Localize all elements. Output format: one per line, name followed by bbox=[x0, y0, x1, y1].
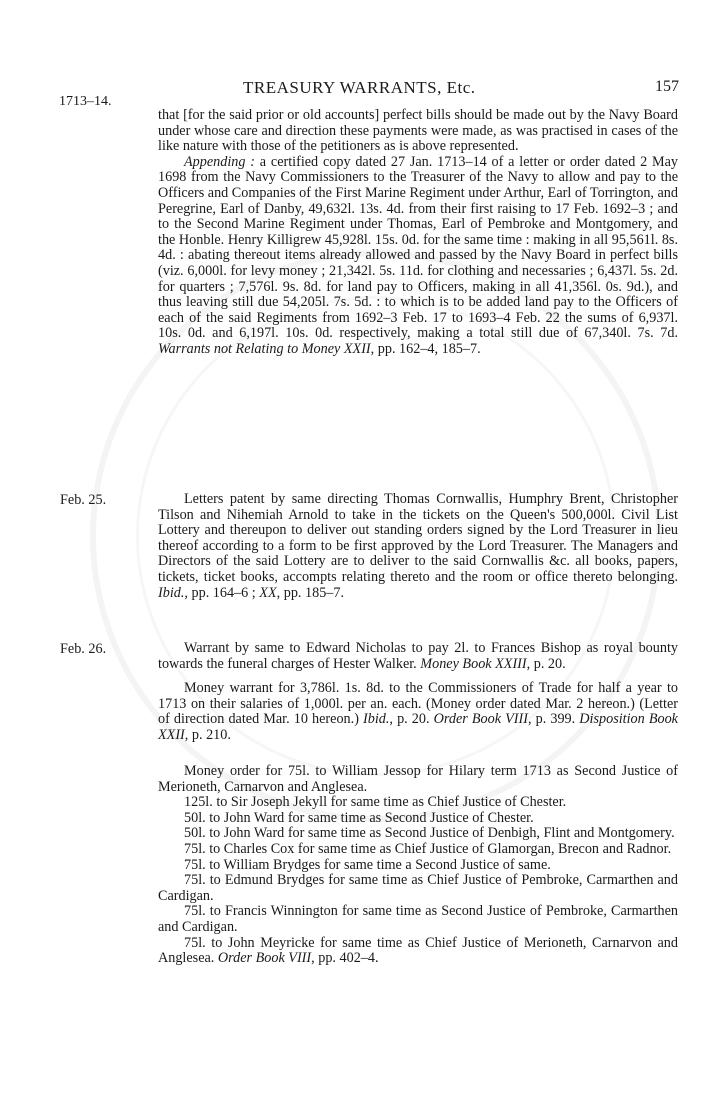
letters-patent-text: Letters patent by same directing Thomas Cornwallis, Humphry Brent, Christopher Tilson and Nihemiah Arnold to take in the tickets on the Queen's 500,000l. Civil List Lottery and thereupon to deliver out standing orders signed by the Lord Treasurer in lieu thereof according to a form to be first approved by the Lord Treasurer. The Managers and Directors of the said Lottery are to deliver to the said Cornwallis &c. all books, papers, tickets, ticket books, accompts relating thereto and the room or office thereto belonging. bbox=[158, 491, 678, 585]
money-order-item: 125l. to Sir Joseph Jekyll for same time as Chief Justice of Chester. bbox=[184, 794, 567, 811]
money-order-item: 75l. to Edmund Brydges for same time as Chief Justice of Pembroke, Carmarthen and Cardigan. bbox=[158, 872, 678, 904]
money-warrant-text: Money warrant for 3,786l. 1s. 8d. to the Commissioners of Trade for half a year to 1713 on their salaries of 1,000l. per an. each. (Money order dated Mar. 2 hereon.) (Letter of direction dated Mar. 10 hereon.) bbox=[158, 680, 678, 728]
page-number: 157 bbox=[655, 78, 679, 95]
money-warrant-ref-order-book-tail: , p. 399. bbox=[527, 711, 580, 728]
money-warrant-ref-order-book: Order Book VIII bbox=[433, 711, 528, 728]
money-order-last-reference-tail: , pp. 402–4. bbox=[311, 950, 379, 967]
entry-feb-25 bbox=[158, 492, 678, 601]
continued-paragraph: that [for the said prior or old accounts] perfect bills should be made out by the Navy Board under whose care and direction these payments were made, as was practised in cases of the like nature with those of the petitioners as is above represented. bbox=[158, 107, 678, 155]
money-order-item-last bbox=[158, 936, 678, 967]
date-feb-26: Feb. 26. bbox=[60, 641, 107, 657]
warrant-reference-tail: , p. 20. bbox=[526, 655, 566, 672]
warrant-text: Warrant by same to Edward Nicholas to pay 2l. to Frances Bishop as royal bounty towards the funeral charges of Hester Walker. bbox=[158, 640, 678, 672]
intro-block bbox=[158, 108, 678, 358]
money-order-item: 50l. to John Ward for same time as Second Justice of Chester. bbox=[184, 809, 534, 826]
reference-pages-tail: , pp. 185–7. bbox=[276, 584, 345, 601]
reference-ibid: Ibid. bbox=[158, 584, 185, 601]
reference-pages: , pp. 164–6 ; bbox=[184, 584, 260, 601]
reference-book: XX bbox=[259, 584, 277, 601]
money-warrant-ref-disposition-book-tail: , p. 210. bbox=[184, 726, 231, 743]
money-order-last-reference: Order Book VIII bbox=[217, 950, 312, 967]
letters-patent-paragraph bbox=[158, 492, 678, 601]
money-orders-block bbox=[158, 764, 678, 967]
money-order-item: 75l. to Francis Winnington for same time as Second Justice of Pembroke, Carmarthen and Cardigan. bbox=[158, 903, 678, 935]
appending-label: Appending : bbox=[184, 153, 255, 170]
money-warrant-paragraph bbox=[158, 681, 678, 743]
money-warrant-block bbox=[158, 681, 678, 743]
money-order-last-text: 75l. to John Meyricke for same time as Chief Justice of Merioneth, Carnarvon and Anglesea. bbox=[158, 934, 678, 967]
appending-text: a certified copy dated 27 Jan. 1713–14 of a letter or order dated 2 May 1698 from the Navy Commissioners to the Treasurer of the Navy to allow and pay to the Officers and Companies of the First Marine Regiment under Arthur, Earl of Torrington, and Peregrine, Earl of Danby, 49,632l. 13s. 4d. from their first raising to 17 Feb. 1692–3 ; and to the Second Marine Regiment under Thomas, Earl of Pembroke and Montgomery, and the Honble. Henry Killigrew 45,928l. 15s. 0d. for the same time : making in all 95,561l. 8s. 4d. : abating thereout items already allowed and passed by the Navy Board in perfect bills (viz. 6,000l. for levy money ; 21,342l. 5s. 11d. for clothing and necessaries ; 6,437l. 5s. 2d. for quarters ; 7,576l. 9s. 8d. for land pay to Officers, making in all 41,356l. 0s. 9d.), and thus leaving still due 54,205l. 7s. 5d. : to which is to be added land pay to the Officers of each of the said Regiments from 1692–3 Feb. 17 to 1693–4 Feb. 22 the sums of 6,937l. 10s. 0d. and 6,197l. 10s. 0d. respectively, making a total still due of 67,340l. 7s. 7d. bbox=[158, 153, 678, 342]
money-order-item: 75l. to Charles Cox for same time as Chief Justice of Glamorgan, Brecon and Radnor. bbox=[184, 840, 672, 857]
running-title: TREASURY WARRANTS, Etc. bbox=[243, 78, 476, 97]
money-warrant-ref-ibid: Ibid. bbox=[363, 711, 390, 728]
warrant-reference: Money Book XXIII bbox=[420, 655, 527, 672]
running-year: 1713–14. bbox=[59, 94, 112, 109]
money-order-item: 50l. to John Ward for same time as Second Justice of Denbigh, Flint and Montgomery. bbox=[184, 825, 675, 842]
money-warrant-ref-ibid-tail: , p. 20. bbox=[389, 711, 434, 728]
money-order-item: Money order for 75l. to William Jessop for Hilary term 1713 as Second Justice of Merioneth, Carnarvon and Anglesea. bbox=[158, 763, 678, 795]
money-order-item: 75l. to William Brydges for same time a Second Justice of same. bbox=[184, 856, 551, 873]
date-feb-25: Feb. 25. bbox=[60, 492, 107, 508]
money-warrant-ref-disposition-book: Disposition Book XXII bbox=[158, 711, 678, 743]
appending-reference-tail: , pp. 162–4, 185–7. bbox=[370, 340, 481, 357]
appending-paragraph bbox=[158, 155, 678, 358]
entry-feb-26 bbox=[158, 641, 678, 672]
appending-reference: Warrants not Relating to Money XXII bbox=[158, 340, 371, 357]
warrant-paragraph bbox=[158, 641, 678, 672]
